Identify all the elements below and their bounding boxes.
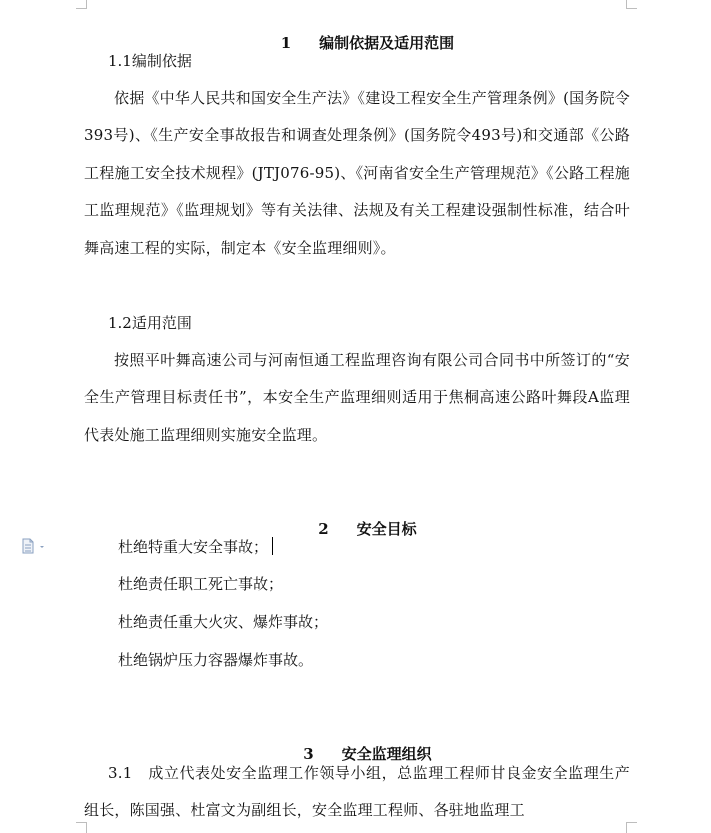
- body-paragraph: 依据《中华人民共和国安全生产法》《建设工程安全生产管理条例》(国务院令393号)、《生产安全事故报告和调查处理条例》(国务院令493号)和交通部《公路工程施工安全技术规程》(JTJ076-95)、《河南省安全生产管理规范》《公路工程施工监理规范》《监理规划》等有关法律、法规及有关工程建设强制性标准，结合叶舞高速工程的实际，制定本《安全监理细则》。: [84, 89, 630, 257]
- section-number: 1: [280, 34, 292, 52]
- list-item: 杜绝责任重大火灾、爆炸事故；: [118, 613, 329, 631]
- section-number: 2: [318, 520, 329, 538]
- section-number: 3: [303, 745, 314, 763]
- list-item: 杜绝特重大安全事故；: [118, 537, 273, 557]
- text-cursor: [272, 537, 273, 555]
- section-title: 安全目标: [356, 520, 417, 538]
- body-paragraph: 3.1 成立代表处安全监理工作领导小组，总监理工程师甘良金安全监理生产组长，陈国强、杜富文为副组长，安全监理工程师、各驻地监理工: [84, 764, 630, 820]
- section-title: 编制依据及适用范围: [319, 34, 455, 52]
- subsection-label: 1.2适用范围: [108, 314, 192, 332]
- section-title: 安全监理组织: [341, 745, 432, 763]
- paragraph-options-icon[interactable]: [22, 538, 48, 554]
- list-item: 杜绝锅炉压力容器爆炸事故。: [118, 651, 314, 669]
- page-corner-mark: [76, 0, 87, 9]
- subsection-label: 1.1编制依据: [108, 52, 192, 70]
- body-paragraph: 按照平叶舞高速公司与河南恒通工程监理咨询有限公司合同书中所签订的“安全生产管理目标责任书”，本安全生产监理细则适用于焦桐高速公路叶舞段A监理代表处施工监理细则实施安全监理。: [84, 351, 630, 444]
- list-item: 杜绝责任职工死亡事故；: [118, 575, 284, 593]
- page-corner-mark: [626, 0, 637, 9]
